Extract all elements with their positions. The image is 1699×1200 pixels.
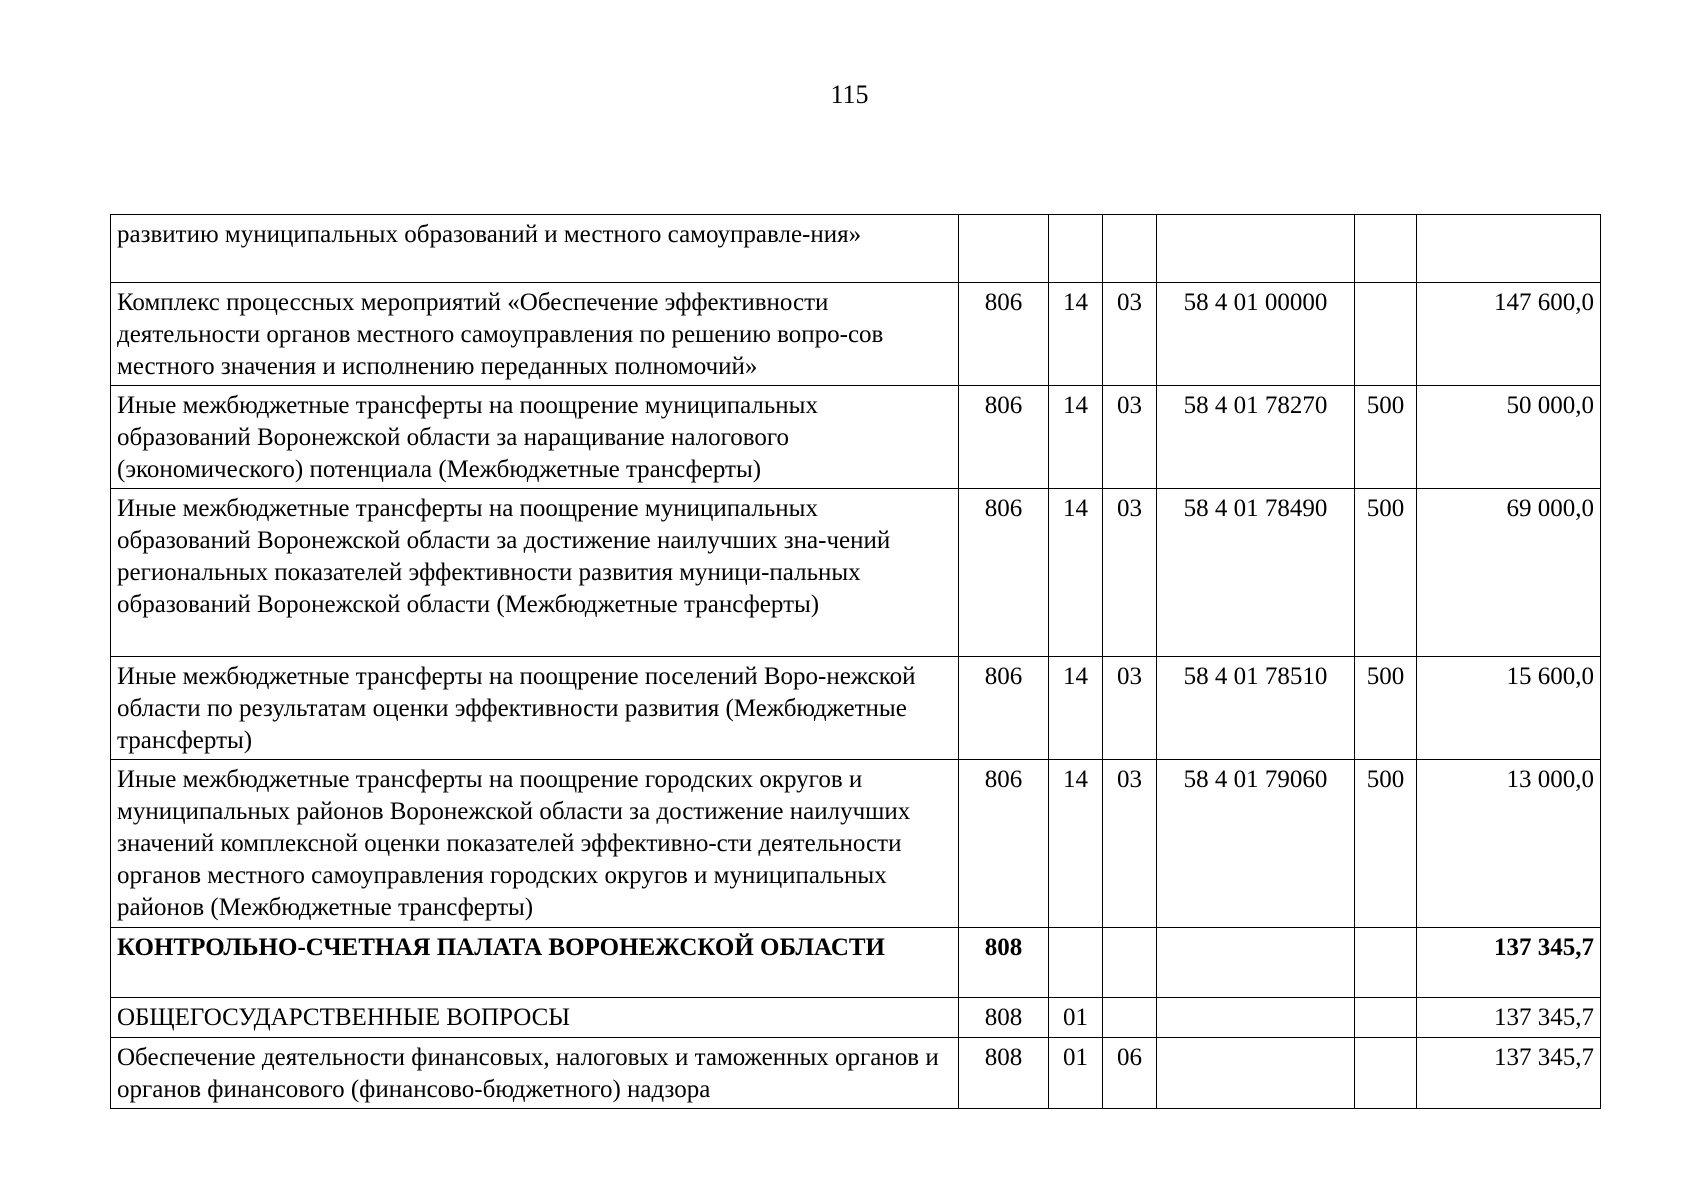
row-csr bbox=[1157, 998, 1355, 1038]
row-ved: 808 bbox=[959, 928, 1049, 998]
row-vr: 500 bbox=[1355, 489, 1417, 657]
row-ved: 806 bbox=[959, 386, 1049, 489]
table-row bbox=[111, 283, 1601, 386]
table-row bbox=[111, 657, 1601, 760]
page-number: 115 bbox=[830, 80, 869, 109]
row-pr: 03 bbox=[1103, 386, 1157, 489]
table-row bbox=[111, 215, 1601, 283]
row-sum: 147 600,0 bbox=[1417, 283, 1601, 386]
row-name: Иные межбюджетные трансферты на поощрение муниципальных образований Воронежской области за наращивание налогового (экономического) потенциала (Межбюджетные трансферты) bbox=[111, 386, 959, 489]
table-row bbox=[111, 489, 1601, 657]
row-csr bbox=[1157, 1038, 1355, 1109]
row-rz: 14 bbox=[1049, 283, 1103, 386]
row-csr: 58 4 01 79060 bbox=[1157, 760, 1355, 928]
row-pr: 06 bbox=[1103, 1038, 1157, 1109]
row-pr: 03 bbox=[1103, 283, 1157, 386]
row-csr: 58 4 01 78490 bbox=[1157, 489, 1355, 657]
row-name: Иные межбюджетные трансферты на поощрение поселений Воро-нежской области по результатам оценки эффективности развития (Межбюджетные трансферты) bbox=[111, 657, 959, 760]
row-rz: 14 bbox=[1049, 657, 1103, 760]
row-sum: 50 000,0 bbox=[1417, 386, 1601, 489]
row-csr: 58 4 01 78270 bbox=[1157, 386, 1355, 489]
row-rz: 14 bbox=[1049, 760, 1103, 928]
table-row bbox=[111, 760, 1601, 928]
row-sum: 137 345,7 bbox=[1417, 998, 1601, 1038]
row-rz: 14 bbox=[1049, 386, 1103, 489]
table-row bbox=[111, 928, 1601, 998]
row-vr: 500 bbox=[1355, 760, 1417, 928]
budget-table bbox=[110, 214, 1601, 1109]
table-row bbox=[111, 1038, 1601, 1109]
row-vr bbox=[1355, 928, 1417, 998]
row-name: ОБЩЕГОСУДАРСТВЕННЫЕ ВОПРОСЫ bbox=[111, 998, 959, 1038]
row-csr: 58 4 01 00000 bbox=[1157, 283, 1355, 386]
row-ved bbox=[959, 215, 1049, 283]
table-row bbox=[111, 386, 1601, 489]
row-pr: 03 bbox=[1103, 489, 1157, 657]
row-csr bbox=[1157, 215, 1355, 283]
row-pr: 03 bbox=[1103, 657, 1157, 760]
row-sum: 69 000,0 bbox=[1417, 489, 1601, 657]
row-name: КОНТРОЛЬНО-СЧЕТНАЯ ПАЛАТА ВОРОНЕЖСКОЙ ОБЛАСТИ bbox=[111, 928, 959, 998]
row-ved: 808 bbox=[959, 1038, 1049, 1109]
row-ved: 806 bbox=[959, 760, 1049, 928]
row-ved: 806 bbox=[959, 657, 1049, 760]
row-name: Обеспечение деятельности финансовых, налоговых и таможенных органов и органов финансового (финансово-бюджетного) надзора bbox=[111, 1038, 959, 1109]
row-pr bbox=[1103, 928, 1157, 998]
row-sum: 15 600,0 bbox=[1417, 657, 1601, 760]
row-name: Иные межбюджетные трансферты на поощрение муниципальных образований Воронежской области за достижение наилучших зна-чений региональных показателей эффективности развития муници-пальных образований Воронежской области (Межбюджетные трансферты) bbox=[111, 489, 959, 657]
row-sum: 137 345,7 bbox=[1417, 1038, 1601, 1109]
row-vr: 500 bbox=[1355, 386, 1417, 489]
row-pr: 03 bbox=[1103, 760, 1157, 928]
row-sum: 137 345,7 bbox=[1417, 928, 1601, 998]
row-vr bbox=[1355, 215, 1417, 283]
row-vr bbox=[1355, 283, 1417, 386]
row-rz bbox=[1049, 215, 1103, 283]
row-vr bbox=[1355, 998, 1417, 1038]
row-vr: 500 bbox=[1355, 657, 1417, 760]
row-name: развитию муниципальных образований и местного самоуправле-ния» bbox=[111, 215, 959, 283]
row-pr bbox=[1103, 215, 1157, 283]
row-ved: 806 bbox=[959, 489, 1049, 657]
row-rz: 14 bbox=[1049, 489, 1103, 657]
row-ved: 808 bbox=[959, 998, 1049, 1038]
row-sum: 13 000,0 bbox=[1417, 760, 1601, 928]
row-pr bbox=[1103, 998, 1157, 1038]
row-name: Комплекс процессных мероприятий «Обеспечение эффективности деятельности органов местного самоуправления по решению вопро-сов местного значения и исполнению переданных полномочий» bbox=[111, 283, 959, 386]
row-csr: 58 4 01 78510 bbox=[1157, 657, 1355, 760]
row-rz bbox=[1049, 928, 1103, 998]
row-rz: 01 bbox=[1049, 998, 1103, 1038]
row-name: Иные межбюджетные трансферты на поощрение городских округов и муниципальных районов Воронежской области за достижение наилучших значений комплексной оценки показателей эффективно-сти деятельности органов местного самоуправления городских округов и муниципальных районов (Межбюджетные трансферты) bbox=[111, 760, 959, 928]
row-vr bbox=[1355, 1038, 1417, 1109]
row-sum bbox=[1417, 215, 1601, 283]
table-row bbox=[111, 998, 1601, 1038]
row-csr bbox=[1157, 928, 1355, 998]
row-ved: 806 bbox=[959, 283, 1049, 386]
row-rz: 01 bbox=[1049, 1038, 1103, 1109]
